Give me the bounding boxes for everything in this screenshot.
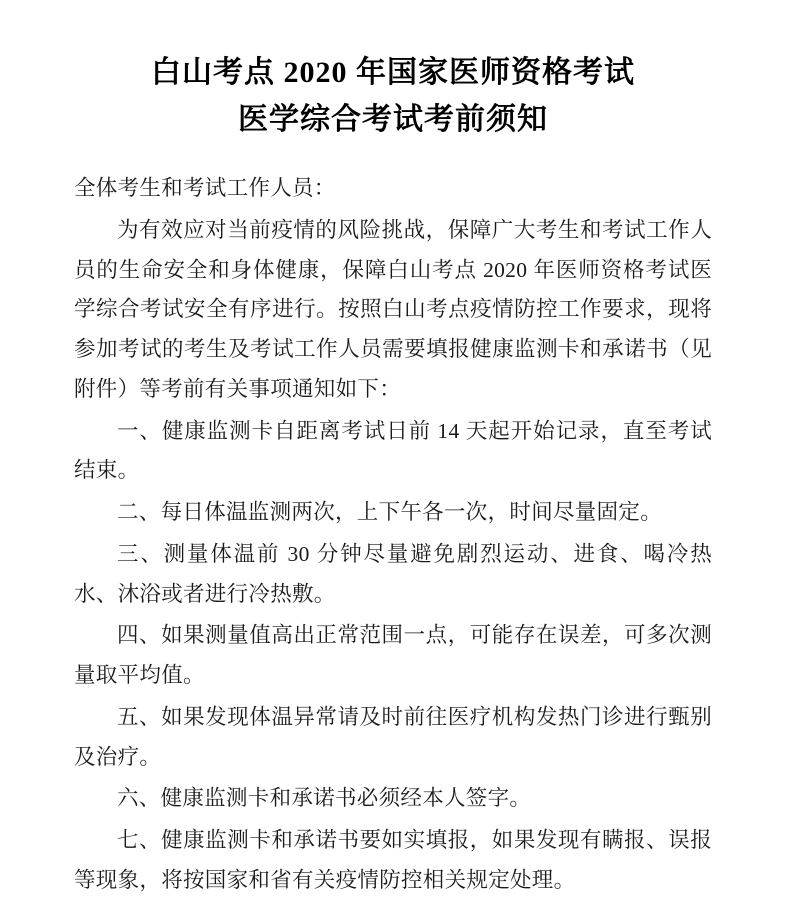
document-title <box>60 50 726 143</box>
paragraph-item-2: 二、每日体温监测两次，上下午各一次，时间尽量固定。 <box>117 500 663 525</box>
paragraph-item-1: 一、健康监测卡自距离考试日前 14 天起开始记录，直至考试结束。 <box>74 418 712 483</box>
paragraph-item-4: 四、如果测量值高出正常范围一点，可能存在误差，可多次测量取平均值。 <box>74 623 712 688</box>
document-body <box>60 169 726 901</box>
paragraph-item-7: 七、健康监测卡和承诺书要如实填报，如果发现有瞒报、误报等现象，将按国家和省有关疫情防控相关规定处理。 <box>74 828 712 893</box>
paragraph-item-3: 三、测量体温前 30 分钟尽量避免剧烈运动、进食、喝冷热水、沐浴或者进行冷热敷。 <box>74 541 712 606</box>
paragraph-item-5: 五、如果发现体温异常请及时前往医疗机构发热门诊进行甄别及治疗。 <box>74 704 712 769</box>
title-line-1: 白山考点 2020 年国家医师资格考试 <box>151 56 635 89</box>
paragraph-intro: 为有效应对当前疫情的风险挑战，保障广大考生和考试工作人员的生命安全和身体健康，保障白山考点 2020 年医师资格考试医学综合考试安全有序进行。按照白山考点疫情防控工作要求，现将参加考试的考生及考试工作人员需要填报健康监测卡和承诺书（见附件）等考前有关事项通知如下： <box>74 217 712 401</box>
paragraph-item-6: 六、健康监测卡和承诺书必须经本人签字。 <box>117 786 532 811</box>
title-line-2: 医学综合考试考前须知 <box>238 102 548 136</box>
salutation: 全体考生和考试工作人员： <box>74 176 336 200</box>
